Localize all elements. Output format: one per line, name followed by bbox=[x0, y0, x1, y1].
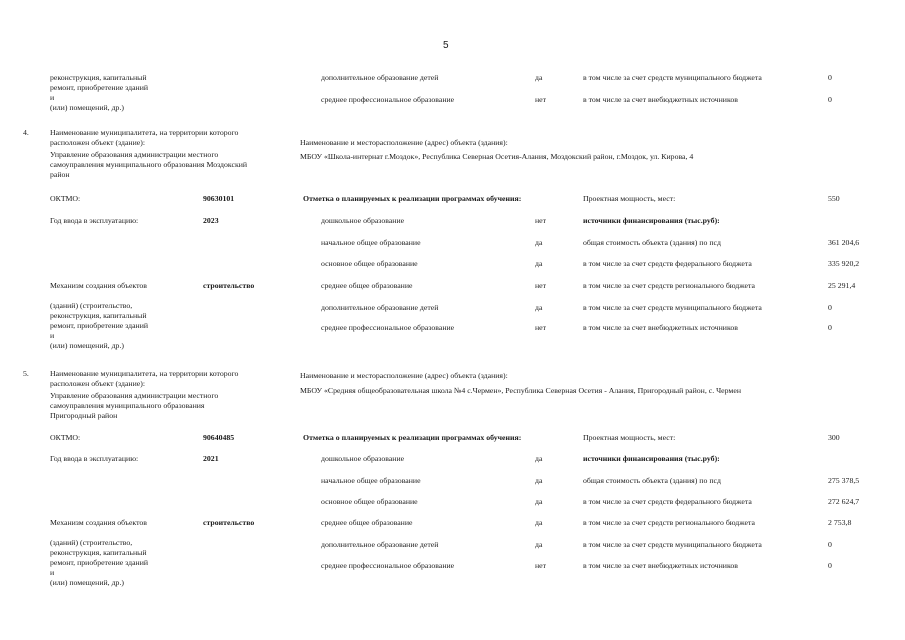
program-flag: да bbox=[535, 540, 543, 549]
municipality-value: самоуправления муниципального образования Моздокский bbox=[50, 160, 248, 169]
program-flag: нет bbox=[535, 216, 547, 225]
address-value: МБОУ «Школа-интернат г.Моздок», Республика Северная Осетия-Алания, Моздокский район, г.Моздок, ул. Кирова, 4 bbox=[300, 152, 694, 161]
municipality-label: расположен объект (здание): bbox=[50, 379, 145, 388]
mechanism-value: строительство bbox=[203, 518, 255, 527]
program-name: дошкольное образование bbox=[321, 216, 405, 225]
mechanism-value: строительство bbox=[203, 281, 255, 290]
year-label: Год ввода в эксплуатацию: bbox=[50, 454, 139, 463]
funding-amount: 361 204,6 bbox=[828, 238, 860, 247]
funding-amount: 0 bbox=[828, 540, 832, 549]
program-flag: да bbox=[535, 518, 543, 527]
program-name: начальное общее образование bbox=[321, 238, 421, 247]
mechanism-line: реконструкция, капитальный bbox=[50, 311, 147, 320]
mechanism-line: (зданий) (строительство, bbox=[50, 301, 133, 310]
mechanism-line: ремонт, приобретение зданий bbox=[50, 321, 149, 330]
program-name: среднее общее образование bbox=[321, 281, 413, 290]
funding-amount: 275 378,5 bbox=[828, 476, 860, 485]
program-flag: да bbox=[535, 259, 543, 268]
municipality-value: Управление образования администрации местного bbox=[50, 391, 219, 400]
program-flag: нет bbox=[535, 561, 547, 570]
address-value: МБОУ «Средняя общеобразовательная школа №4 с.Чермен», Республика Северная Осетия - Алания, Пригородный район, с. Чермен bbox=[300, 386, 741, 395]
mechanism-line: и bbox=[50, 568, 55, 577]
program-name: дополнительное образование детей bbox=[321, 73, 439, 82]
program-flag: да bbox=[535, 476, 543, 485]
mechanism-line: ремонт, приобретение зданий bbox=[50, 558, 149, 567]
municipality-value: район bbox=[50, 170, 70, 179]
funding-source: в том числе за счет средств муниципального бюджета bbox=[583, 540, 762, 549]
program-name: дошкольное образование bbox=[321, 454, 405, 463]
mechanism-line: (или) помещений, др.) bbox=[50, 103, 124, 112]
mechanism-line: ремонт, приобретение зданий bbox=[50, 83, 149, 92]
funding-source: в том числе за счет средств регионального бюджета bbox=[583, 281, 755, 290]
mechanism-label: Механизм создания объектов bbox=[50, 281, 147, 290]
program-flag: да bbox=[535, 497, 543, 506]
program-flag: да bbox=[535, 238, 543, 247]
oktmo-label: ОКТМО: bbox=[50, 194, 81, 203]
funding-amount: 272 624,7 bbox=[828, 497, 860, 506]
program-name: дополнительное образование детей bbox=[321, 540, 439, 549]
address-label: Наименование и месторасположение (адрес) объекта (здания): bbox=[300, 138, 508, 147]
mechanism-line: реконструкция, капитальный bbox=[50, 548, 147, 557]
program-name: среднее профессиональное образование bbox=[321, 95, 455, 104]
program-flag: нет bbox=[535, 281, 547, 290]
funding-source: в том числе за счет внебюджетных источников bbox=[583, 561, 738, 570]
municipality-value: самоуправления муниципального образования bbox=[50, 401, 205, 410]
address-label: Наименование и месторасположение (адрес) объекта (здания): bbox=[300, 371, 508, 380]
funding-amount: 0 bbox=[828, 95, 832, 104]
capacity-label: Проектная мощность, мест: bbox=[583, 194, 676, 203]
program-name: начальное общее образование bbox=[321, 476, 421, 485]
funding-source: общая стоимость объекта (здания) по псд bbox=[583, 238, 721, 247]
program-flag: да bbox=[535, 454, 543, 463]
program-name: среднее общее образование bbox=[321, 518, 413, 527]
mechanism-line: и bbox=[50, 331, 55, 340]
funding-source: в том числе за счет средств федерального бюджета bbox=[583, 497, 752, 506]
mechanism-line: (или) помещений, др.) bbox=[50, 578, 124, 587]
municipality-value: Управление образования администрации местного bbox=[50, 150, 219, 159]
program-name: среднее профессиональное образование bbox=[321, 561, 455, 570]
program-name: среднее профессиональное образование bbox=[321, 323, 455, 332]
funding-source: в том числе за счет внебюджетных источников bbox=[583, 95, 738, 104]
year-value: 2021 bbox=[203, 454, 219, 463]
municipality-value: Пригородный район bbox=[50, 411, 118, 420]
program-flag: да bbox=[535, 73, 543, 82]
funding-amount: 0 bbox=[828, 73, 832, 82]
funding-source: в том числе за счет средств регионального бюджета bbox=[583, 518, 755, 527]
program-flag: да bbox=[535, 303, 543, 312]
capacity-value: 300 bbox=[828, 433, 840, 442]
funding-source: в том числе за счет средств муниципального бюджета bbox=[583, 303, 762, 312]
funding-header: источники финансирования (тыс.руб): bbox=[583, 216, 720, 225]
funding-amount: 0 bbox=[828, 561, 832, 570]
mechanism-label: Механизм создания объектов bbox=[50, 518, 147, 527]
funding-amount: 0 bbox=[828, 323, 832, 332]
oktmo-label: ОКТМО: bbox=[50, 433, 81, 442]
program-name: дополнительное образование детей bbox=[321, 303, 439, 312]
capacity-value: 550 bbox=[828, 194, 840, 203]
municipality-label: Наименование муниципалитета, на территории которого bbox=[50, 128, 239, 137]
page-number: 5 bbox=[443, 40, 449, 51]
program-flag: нет bbox=[535, 95, 547, 104]
mechanism-line: (зданий) (строительство, bbox=[50, 538, 133, 547]
program-name: основное общее образование bbox=[321, 259, 418, 268]
year-value: 2023 bbox=[203, 216, 219, 225]
funding-amount: 2 753,8 bbox=[828, 518, 852, 527]
mechanism-line: реконструкция, капитальный bbox=[50, 73, 147, 82]
funding-source: в том числе за счет средств федерального бюджета bbox=[583, 259, 752, 268]
section-number: 5. bbox=[23, 369, 29, 378]
municipality-label: Наименование муниципалитета, на территории которого bbox=[50, 369, 239, 378]
mechanism-line: (или) помещений, др.) bbox=[50, 341, 124, 350]
mechanism-line: и bbox=[50, 93, 55, 102]
year-label: Год ввода в эксплуатацию: bbox=[50, 216, 139, 225]
funding-source: общая стоимость объекта (здания) по псд bbox=[583, 476, 721, 485]
program-name: основное общее образование bbox=[321, 497, 418, 506]
funding-amount: 335 920,2 bbox=[828, 259, 860, 268]
section-number: 4. bbox=[23, 128, 29, 137]
programs-header: Отметка о планируемых к реализации программах обучения: bbox=[303, 433, 522, 442]
capacity-label: Проектная мощность, мест: bbox=[583, 433, 676, 442]
funding-amount: 0 bbox=[828, 303, 832, 312]
funding-amount: 25 291,4 bbox=[828, 281, 856, 290]
funding-source: в том числе за счет средств муниципального бюджета bbox=[583, 73, 762, 82]
municipality-label: расположен объект (здание): bbox=[50, 138, 145, 147]
oktmo-value: 90640485 bbox=[203, 433, 235, 442]
program-flag: нет bbox=[535, 323, 547, 332]
funding-source: в том числе за счет внебюджетных источников bbox=[583, 323, 738, 332]
funding-header: источники финансирования (тыс.руб): bbox=[583, 454, 720, 463]
programs-header: Отметка о планируемых к реализации программах обучения: bbox=[303, 194, 522, 203]
oktmo-value: 90630101 bbox=[203, 194, 235, 203]
